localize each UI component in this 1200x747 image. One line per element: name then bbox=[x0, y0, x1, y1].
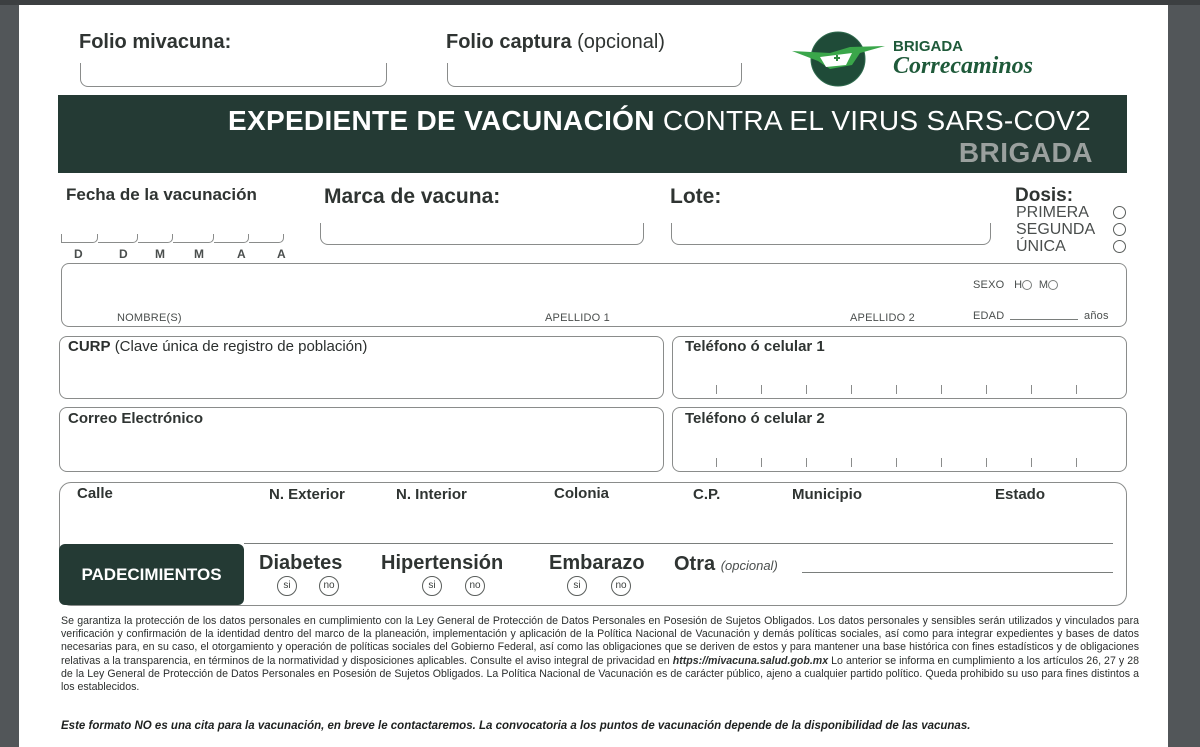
date-slot: D bbox=[119, 247, 128, 261]
cp-label: C.P. bbox=[693, 486, 721, 503]
date-slot: A bbox=[277, 247, 286, 261]
date-slot: D bbox=[74, 247, 83, 261]
dosis-option-label: ÚNICA bbox=[1016, 238, 1066, 255]
edad-label: EDAD bbox=[973, 310, 1005, 322]
n-exterior-label: N. Exterior bbox=[269, 486, 345, 503]
telefono2-label: Teléfono ó celular 2 bbox=[685, 410, 825, 427]
diabetes-no-option[interactable]: no bbox=[319, 576, 339, 596]
folio-captura-optional: (opcional) bbox=[577, 31, 665, 53]
edad-field[interactable] bbox=[1010, 319, 1078, 320]
banner-subtitle: BRIGADA bbox=[958, 137, 1093, 168]
hipertension-label: Hipertensión bbox=[381, 552, 504, 574]
folio-captura-label bbox=[446, 31, 665, 54]
lote-field[interactable] bbox=[671, 223, 991, 245]
address-divider bbox=[244, 543, 1113, 544]
radio-icon[interactable] bbox=[1113, 206, 1126, 219]
dosis-option-label: SEGUNDA bbox=[1016, 221, 1096, 238]
colonia-label: Colonia bbox=[554, 485, 609, 502]
folio-captura-text: Folio captura bbox=[446, 31, 572, 53]
curp-label-rest: (Clave única de registro de población) bbox=[114, 338, 368, 355]
otra-field[interactable] bbox=[802, 572, 1113, 573]
logo-brigada-text: BRIGADA bbox=[893, 38, 963, 55]
marca-label: Marca de vacuna: bbox=[324, 185, 501, 208]
sexo-h-radio-icon[interactable] bbox=[1022, 280, 1032, 290]
folio-mivacuna-label: Folio mivacuna: bbox=[79, 31, 232, 53]
dosis-option-segunda[interactable] bbox=[1016, 221, 1126, 238]
form-page bbox=[19, 5, 1168, 747]
telefono1-digit-ticks bbox=[716, 385, 1121, 394]
radio-icon[interactable] bbox=[1113, 223, 1126, 236]
telefono1-label: Teléfono ó celular 1 bbox=[685, 338, 825, 355]
privacy-notice bbox=[61, 615, 1139, 694]
banner-title-regular: CONTRA EL VIRUS SARS-COV2 bbox=[662, 105, 1091, 136]
apellido2-label: APELLIDO 2 bbox=[850, 312, 915, 324]
padecimientos-label: PADECIMIENTOS bbox=[59, 544, 244, 605]
calle-label: Calle bbox=[77, 485, 113, 502]
date-slot: M bbox=[194, 247, 205, 261]
date-slot: A bbox=[237, 247, 246, 261]
privacy-text-1: Se garantiza la protección de los datos personales en cumplimiento con la Ley General de Protección de Datos Personales en Posesión de Sujetos Obligados. Los datos personales y sensibles serán utilizados y vinculados para verificación y confirmación de la identidad dentro del marco de la planeación, implementación y aplicación de la Política Nacional de Vacunación y demás políticas sociales, así como para integrar expedientes y bases de datos necesarias para, en su caso, el otorgamiento y operación de políticas sociales del Gobierno Federal, así como las obligaciones que se deriven de estos y para mantener una base histórica con fines estadísticos y de obligaciones relativas a la transparencia, en términos de la normatividad y disposiciones aplicables. Consulte el aviso integral de privacidad en bbox=[61, 615, 1139, 667]
sexo-label: SEXO bbox=[973, 279, 1005, 291]
otra-label bbox=[674, 553, 778, 576]
logo-correcaminos-text: Correcaminos bbox=[893, 53, 1034, 79]
estado-label: Estado bbox=[995, 486, 1046, 503]
hipertension-no-option[interactable]: no bbox=[465, 576, 485, 596]
folio-mivacuna-field[interactable] bbox=[80, 63, 387, 87]
otra-optional-text: (opcional) bbox=[720, 558, 778, 573]
diabetes-label: Diabetes bbox=[259, 552, 343, 574]
embarazo-label: Embarazo bbox=[549, 552, 645, 574]
title-banner bbox=[58, 95, 1127, 173]
banner-title bbox=[228, 105, 1091, 137]
folio-captura-field[interactable] bbox=[447, 63, 742, 87]
sexo-h-label: H bbox=[1014, 279, 1023, 291]
sexo-group bbox=[973, 279, 1058, 291]
apellido1-label: APELLIDO 1 bbox=[545, 312, 610, 324]
diabetes-si-option[interactable]: si bbox=[277, 576, 297, 596]
otra-label-text: Otra bbox=[674, 553, 716, 575]
curp-label-bold: CURP bbox=[68, 338, 111, 355]
dosis-option-primera[interactable] bbox=[1016, 204, 1126, 221]
hipertension-si-option[interactable]: si bbox=[422, 576, 442, 596]
dosis-label: Dosis: bbox=[1015, 185, 1074, 206]
privacy-link[interactable]: https://mivacuna.salud.gob.mx bbox=[672, 654, 829, 667]
embarazo-no-option[interactable]: no bbox=[611, 576, 631, 596]
embarazo-si-option[interactable]: si bbox=[567, 576, 587, 596]
date-slot: M bbox=[155, 247, 166, 261]
marca-field[interactable] bbox=[320, 223, 644, 245]
nombre-label: NOMBRE(S) bbox=[117, 312, 182, 324]
dosis-option-unica[interactable] bbox=[1016, 238, 1126, 255]
fecha-field[interactable] bbox=[61, 234, 284, 243]
brigada-logo bbox=[790, 29, 890, 89]
appointment-notice: Este formato NO es una cita para la vacunación, en breve le contactaremos. La convocatoria a los puntos de vacunación depende de la disponibilidad de las vacunas. bbox=[61, 720, 971, 732]
n-interior-label: N. Interior bbox=[396, 486, 467, 503]
fecha-label: Fecha de la vacunación bbox=[66, 185, 257, 204]
telefono2-digit-ticks bbox=[716, 458, 1121, 467]
correo-label: Correo Electrónico bbox=[68, 410, 204, 427]
banner-title-bold: EXPEDIENTE DE VACUNACIÓN bbox=[228, 105, 655, 136]
lote-label: Lote: bbox=[670, 185, 722, 208]
radio-icon[interactable] bbox=[1113, 240, 1126, 253]
edad-unit: años bbox=[1084, 310, 1109, 322]
privacy-text-2: Lo anterior se informa en cumplimiento a los artículos 26, 27 y 28 de la Ley General de Protección de Datos Personales en Posesión de Sujetos Obligados. La Política Nacional de Vacunación es de carácter público, ajeno a cualquier partido político. Queda prohibido su uso para fines distintos a los establecidos. bbox=[61, 654, 1139, 694]
roadrunner-globe-icon bbox=[790, 29, 890, 89]
curp-label bbox=[68, 338, 367, 355]
dosis-option-label: PRIMERA bbox=[1016, 204, 1089, 221]
sexo-m-radio-icon[interactable] bbox=[1048, 280, 1058, 290]
sexo-m-label: M bbox=[1038, 279, 1049, 291]
dosis-options bbox=[1016, 204, 1126, 255]
municipio-label: Municipio bbox=[792, 486, 862, 503]
